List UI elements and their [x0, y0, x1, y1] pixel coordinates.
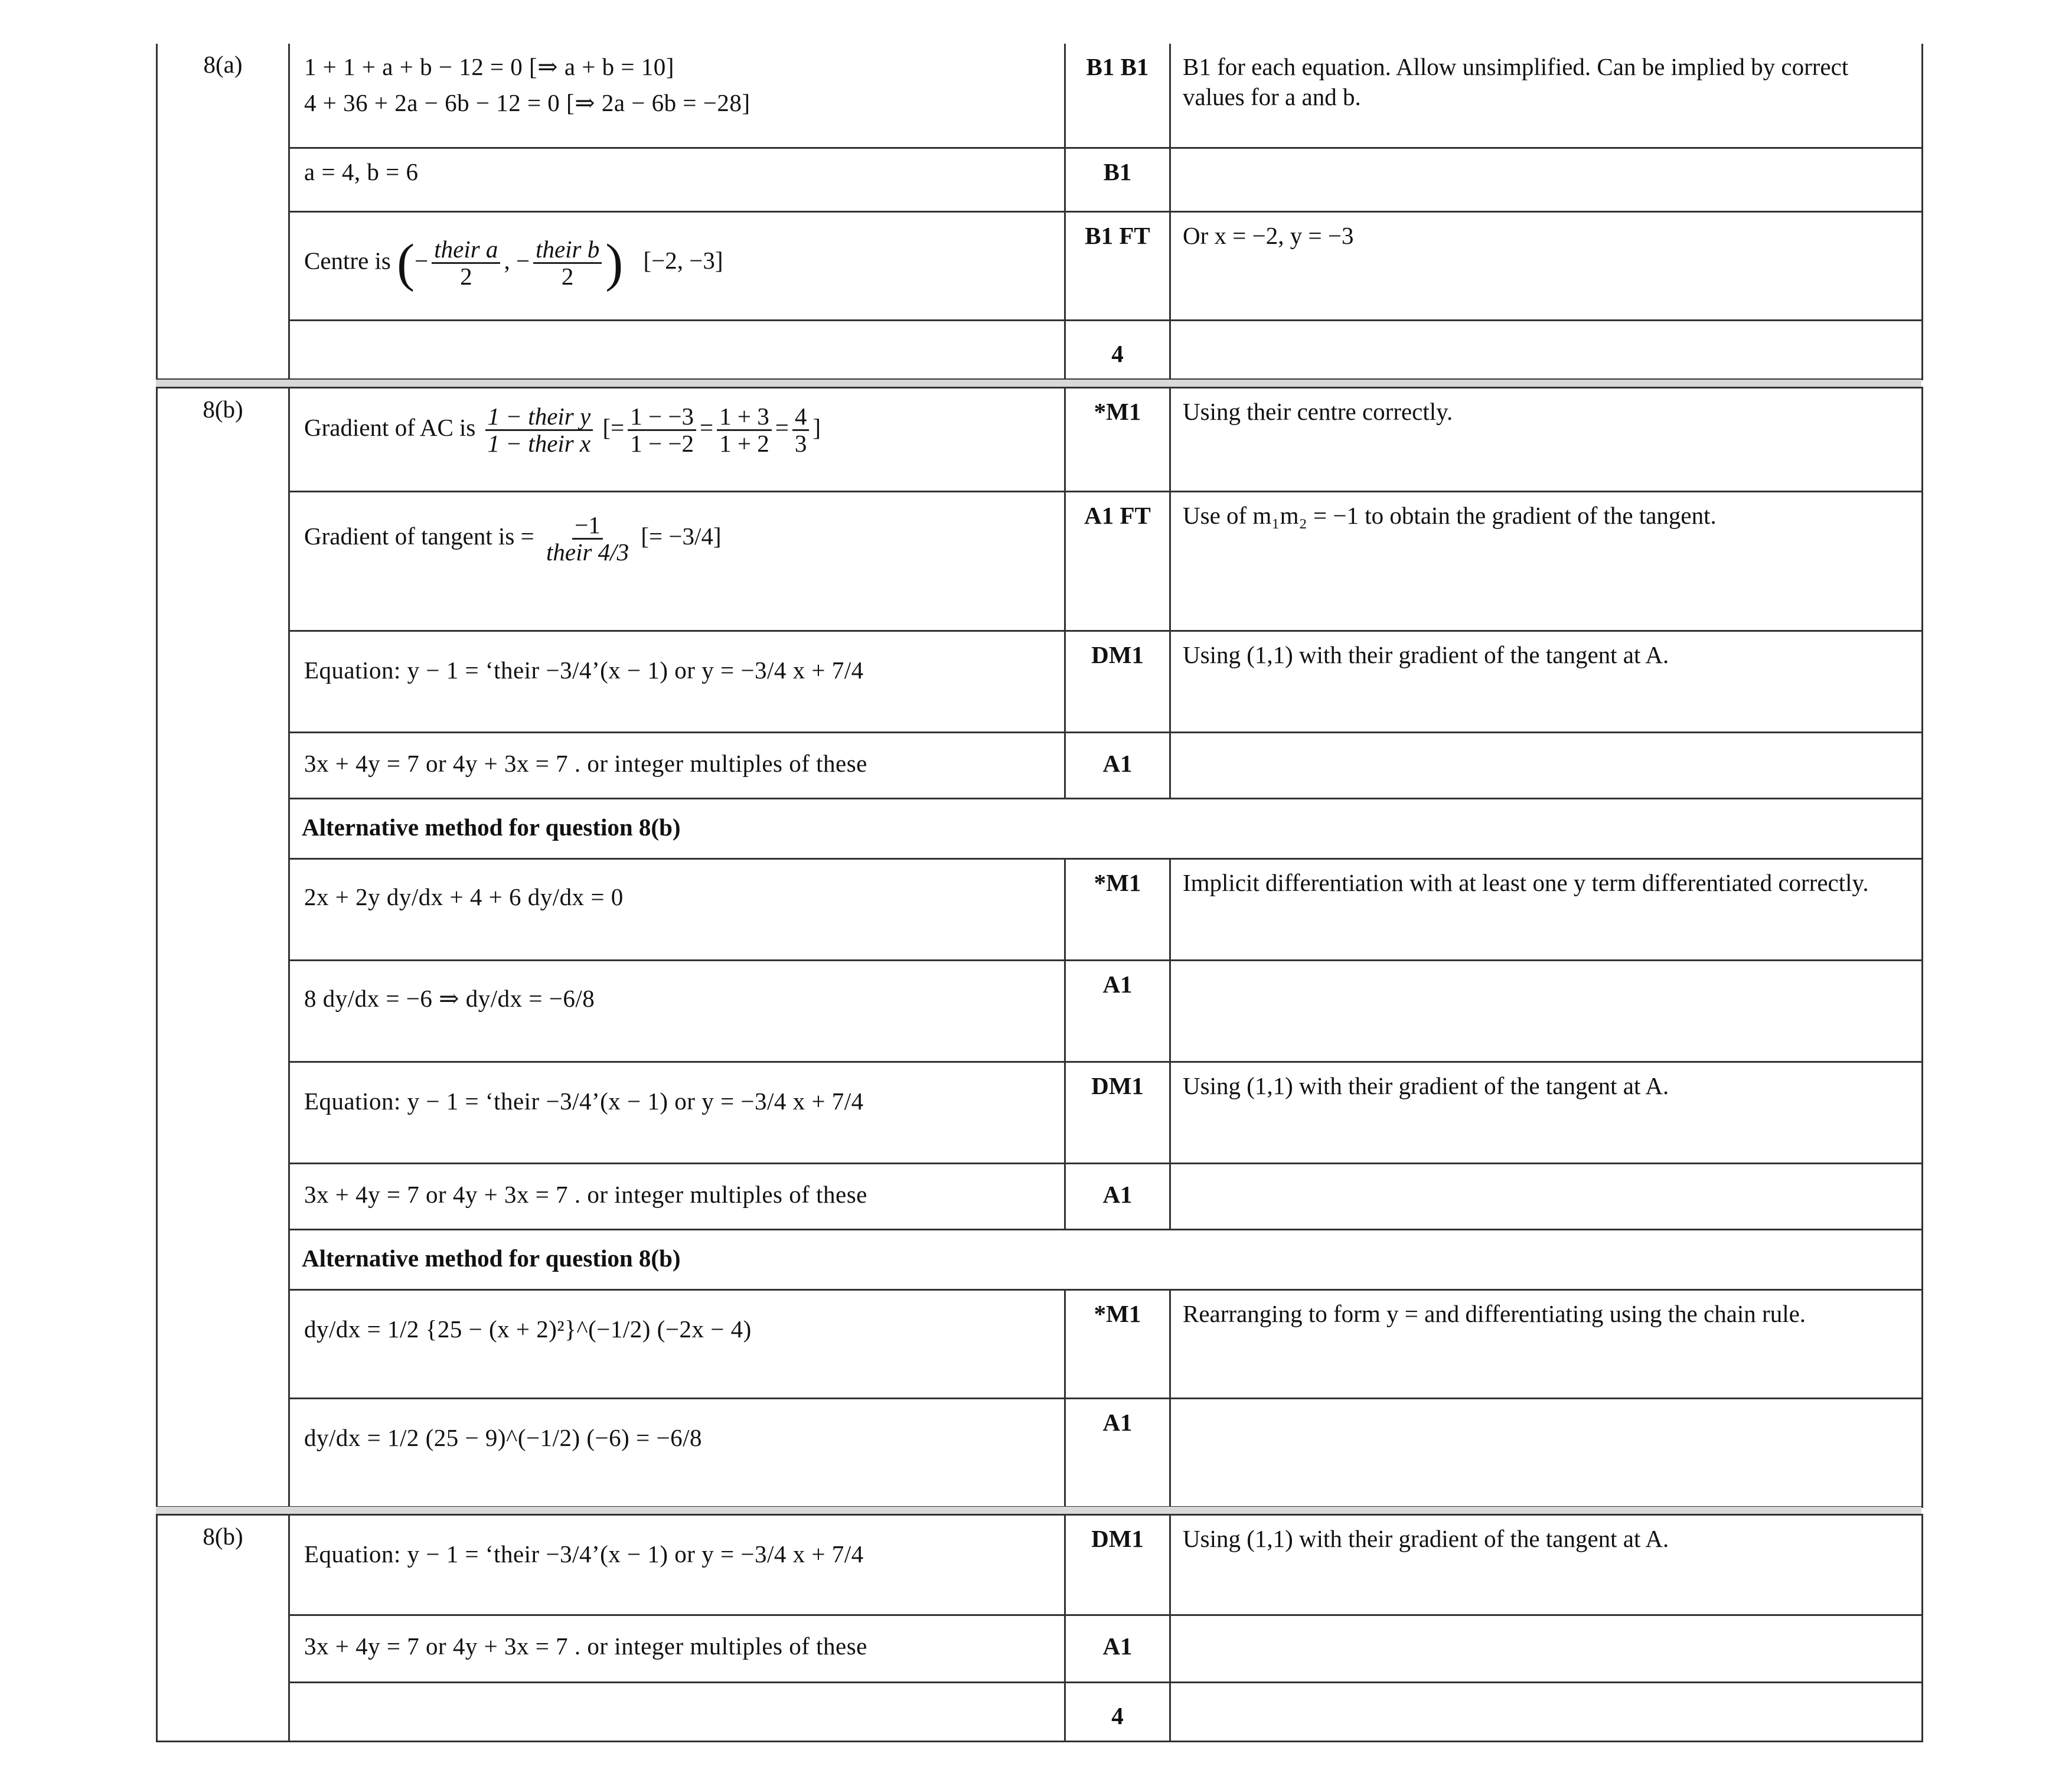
guidance-cell: Rearranging to form y = and differentiating using the chain rule.	[1170, 1290, 1923, 1399]
answer-text: 3x + 4y = 7 or 4y + 3x = 7 . or integer multiples of these	[304, 750, 867, 777]
answer-text: Equation: y − 1 = ‘their −3/4’(x − 1) or y = −3/4 x + 7/4	[304, 1540, 864, 1568]
guidance-cell: Using (1,1) with their gradient of the tangent at A.	[1170, 631, 1923, 733]
table-row	[157, 961, 1923, 1062]
table-row	[157, 44, 1923, 148]
table-row	[157, 1399, 1923, 1507]
answer-cell: Gradient of tangent is = $\frac{-1}{\text{their 4/3}}$ [= −3/4]	[289, 492, 1065, 631]
table-row	[157, 211, 1923, 320]
mark-cell: A1	[1065, 1399, 1170, 1507]
answer-cell	[289, 733, 1065, 799]
fraction: $\frac{1 + 3}{1 + 2}$	[717, 404, 772, 456]
mark-cell: B1	[1065, 148, 1170, 211]
answer-text: 2x + 2y dy/dx + 4 + 6 dy/dx = 0	[304, 883, 624, 910]
fraction: $\frac{\text{1 − their y}}{\text{1 − their x}}$	[485, 404, 593, 456]
answer-text: a = 4, b = 6	[304, 158, 419, 185]
mark-cell: B1 FT	[1065, 211, 1170, 320]
mark-scheme-table-8b-continued	[156, 1514, 1923, 1742]
alternative-method-heading: Alternative method for question 8(b)	[289, 799, 1923, 859]
table-row	[157, 799, 1923, 859]
table-row	[157, 148, 1923, 211]
table-row	[157, 1683, 1923, 1742]
answer-cell	[289, 859, 1065, 961]
answer-suffix: [−2, −3]	[643, 247, 723, 275]
mark-cell: *M1	[1065, 1290, 1170, 1399]
answer-text: dy/dx = 1/2 (25 − 9)^(−1/2) (−6) = −6/8	[304, 1424, 702, 1451]
question-number	[157, 1515, 289, 1742]
answer-line: 1 + 1 + a + b − 12 = 0 [⇒ a + b = 10]	[304, 53, 674, 80]
question-number	[157, 44, 289, 379]
answer-line: 4 + 36 + 2a − 6b − 12 = 0 [⇒ 2a − 6b = −28]	[304, 89, 751, 117]
table-row	[157, 631, 1923, 733]
guidance-cell: Using (1,1) with their gradient of the tangent at A.	[1170, 1515, 1923, 1615]
guidance-cell	[1170, 320, 1923, 379]
mark-cell: A1	[1065, 1615, 1170, 1683]
answer-prefix: Gradient of tangent is =	[304, 522, 534, 550]
guidance-cell	[1170, 733, 1923, 799]
table-row	[157, 320, 1923, 379]
alternative-method-heading: Alternative method for question 8(b)	[289, 1230, 1923, 1290]
answer-text: 3x + 4y = 7 or 4y + 3x = 7 . or integer multiples of these	[304, 1181, 867, 1208]
answer-cell	[289, 1399, 1065, 1507]
mark-total: 4	[1065, 320, 1170, 379]
table-row	[157, 733, 1923, 799]
guidance-cell	[1170, 961, 1923, 1062]
guidance-cell: Use of m₁m₂ = −1 to obtain the gradient of the tangent.	[1170, 492, 1923, 631]
table-row	[157, 492, 1923, 631]
answer-text: Equation: y − 1 = ‘their −3/4’(x − 1) or y = −3/4 x + 7/4	[304, 1088, 864, 1115]
guidance-cell: Implicit differentiation with at least one y term differentiated correctly.	[1170, 859, 1923, 961]
section-separator	[156, 1507, 1921, 1514]
answer-cell	[289, 1062, 1065, 1164]
guidance-cell	[1170, 148, 1923, 211]
table-row	[157, 1515, 1923, 1615]
answer-text: dy/dx = 1/2 {25 − (x + 2)²}^(−1/2) (−2x − 4)	[304, 1315, 752, 1343]
mark-cell: DM1	[1065, 1062, 1170, 1164]
table-row	[157, 1230, 1923, 1290]
answer-cell	[289, 320, 1065, 379]
answer-cell	[289, 961, 1065, 1062]
answer-text: 8 dy/dx = −6 ⇒ dy/dx = −6/8	[304, 985, 595, 1012]
mark-cell: A1	[1065, 733, 1170, 799]
fraction: $\frac{\text{their b}}{2}$	[533, 237, 602, 289]
answer-prefix: Gradient of AC is	[304, 413, 476, 441]
table-row	[157, 1290, 1923, 1399]
answer-cell: Centre is (− $\frac{\text{their a}}{2}$ , − $\frac{\text{their b}}{2}$ ) [−2, −3]	[289, 211, 1065, 320]
fraction: $\frac{\text{their a}}{2}$	[432, 237, 500, 289]
mark-cell: *M1	[1065, 388, 1170, 492]
table-row	[157, 859, 1923, 961]
bracket-value: = −3/4	[648, 522, 713, 550]
answer-cell	[289, 148, 1065, 211]
mark-total: 4	[1065, 1683, 1170, 1742]
guidance-cell: Using their centre correctly.	[1170, 388, 1923, 492]
answer-cell	[289, 1515, 1065, 1615]
answer-cell	[289, 1615, 1065, 1683]
answer-text: 3x + 4y = 7 or 4y + 3x = 7 . or integer multiples of these	[304, 1632, 867, 1660]
guidance-cell	[1170, 1683, 1923, 1742]
fraction: $\frac{4}{3}$	[792, 404, 810, 456]
guidance-cell: Or x = −2, y = −3	[1170, 211, 1923, 320]
mark-cell: A1 FT	[1065, 492, 1170, 631]
question-label: 8(a)	[203, 51, 243, 78]
mark-cell: A1	[1065, 1164, 1170, 1230]
answer-cell	[289, 631, 1065, 733]
guidance-cell	[1170, 1399, 1923, 1507]
table-row	[157, 1062, 1923, 1164]
mark-cell: *M1	[1065, 859, 1170, 961]
guidance-cell	[1170, 1164, 1923, 1230]
mark-scheme-table-8b	[156, 387, 1923, 1508]
guidance-cell: B1 for each equation. Allow unsimplified. Can be implied by correct values for a and b.	[1170, 44, 1923, 148]
table-row	[157, 1164, 1923, 1230]
answer-cell	[289, 44, 1065, 148]
mark-cell: DM1	[1065, 1515, 1170, 1615]
question-number	[157, 388, 289, 1507]
answer-text: Equation: y − 1 = ‘their −3/4’(x − 1) or y = −3/4 x + 7/4	[304, 657, 864, 684]
answer-prefix: Centre is	[304, 247, 391, 275]
table-row	[157, 1615, 1923, 1683]
fraction: $\frac{1 - -3}{1 - -2}$	[628, 404, 696, 456]
answer-cell: Gradient of AC is $\frac{\text{1 − their y}}{\text{1 − their x}}$ [= $\frac{1 - -3}{1 - -2}$ = $\frac{1 + 3}{1 + 2}$ = $\frac{4}{3}$ ]	[289, 388, 1065, 492]
mark-scheme-table-8a	[156, 44, 1923, 380]
question-label: 8(b)	[203, 1523, 243, 1550]
table-row	[157, 388, 1923, 492]
answer-cell	[289, 1164, 1065, 1230]
answer-cell	[289, 1683, 1065, 1742]
fraction: $\frac{-1}{\text{their 4/3}}$	[546, 511, 629, 566]
mark-cell: A1	[1065, 961, 1170, 1062]
guidance-cell: Using (1,1) with their gradient of the tangent at A.	[1170, 1062, 1923, 1164]
mark-cell: DM1	[1065, 631, 1170, 733]
section-separator	[156, 380, 1921, 387]
answer-cell	[289, 1290, 1065, 1399]
mark-cell: B1 B1	[1065, 44, 1170, 148]
question-label: 8(b)	[203, 396, 243, 423]
guidance-cell	[1170, 1615, 1923, 1683]
